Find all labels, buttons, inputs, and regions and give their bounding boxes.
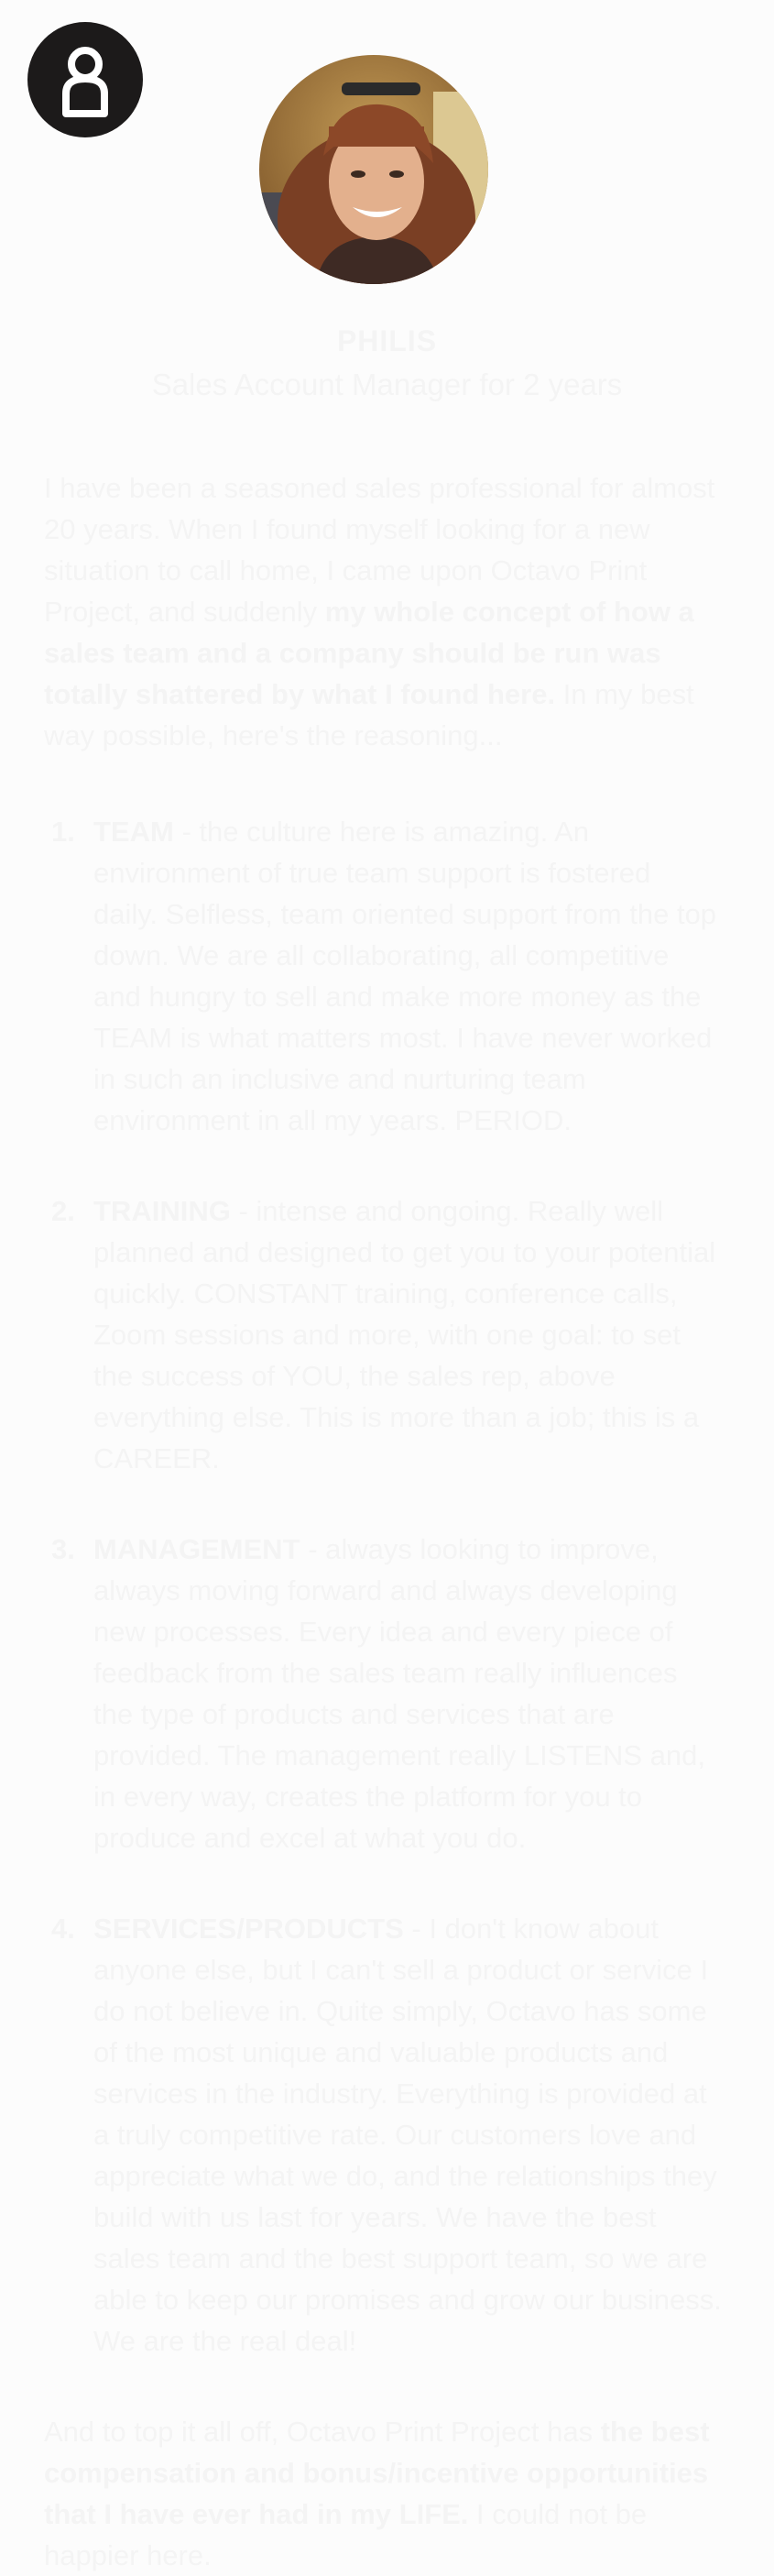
brand-logo[interactable] [27,22,143,137]
reason-title: MANAGEMENT [93,1533,300,1565]
reason-text: - the culture here is amazing. An environment of true team support is fostered daily. Selfless, team oriented support from the top down. We are all collaborating, all competitive and hungry to sell and make more money as the TEAM is what matters most. I have never worked in such an inclusive and nurturing team environment in all my years. PERIOD. [93,816,717,1136]
intro-paragraph [44,467,722,756]
closing-text-end: I could not be happier here. [44,2498,648,2571]
intro-text: I have been a seasoned sales professional for almost 20 years. When I found myself looking for a new situation to call home, I came upon Octavo Print Project, and suddenly [44,472,715,628]
reason-title: TEAM [93,816,174,848]
reason-item [44,1190,722,1479]
intro-text-end: In my best way possible, here's the reasoning... [44,678,694,751]
testimonial-body [44,467,722,2576]
reason-title: SERVICES/PRODUCTS [93,1913,404,1945]
reason-text: - always looking to improve, always moving forward and always developing new processes. Every idea and every piece of feedback from the sales team really influences the type of products and services that are provided. The management really LISTENS and, in every way, creates the platform for you to produce and excel at what you do. [93,1533,706,1854]
profile-role: Sales Account Manager for 2 years [151,367,623,401]
closing-text: And to top it all off, Octavo Print Project has [44,2416,601,2448]
closing-highlight: the best compensation and bonus/incentive opportunities that I have ever had in my LIFE. [44,2416,710,2530]
reason-number: 2. [51,1195,75,1227]
brand-logo-icon [27,22,143,137]
profile-name: PHILIS [336,324,438,357]
reasons-list [44,811,722,2362]
closing-paragraph [44,2411,722,2576]
reason-text: - I don't know about anyone else, but I can't sell a product or service I do not believe in. Quite simply, Octavo has some of the most unique and valuable products and services in the industry. Everything is provided at a truly competitive rate. Our customers love and appreciate what we do, and the relationships they build with us last for years. We have the best sales team and the best support team, so we are able to keep our promises and grow our business. We are the real deal! [93,1913,722,2357]
intro-highlight: my whole concept of how a sales team and a company should be run was totally shattered by what I found here. [44,596,694,710]
reason-number: 4. [51,1913,75,1945]
reason-number: 1. [51,816,75,848]
reason-item [44,1908,722,2362]
reason-text: - intense and ongoing. Really well planned and designed to get you to your potential quickly. CONSTANT training, conference calls, Zoom sessions and more, with one goal: to set the success of YOU, the sales rep, above everything else. This is more than a job; this is a CAREER. [93,1195,716,1474]
reason-item [44,811,722,1141]
reason-title: TRAINING [93,1195,231,1227]
reason-number: 3. [51,1533,75,1565]
profile-photo [259,55,488,284]
reason-item [44,1529,722,1858]
